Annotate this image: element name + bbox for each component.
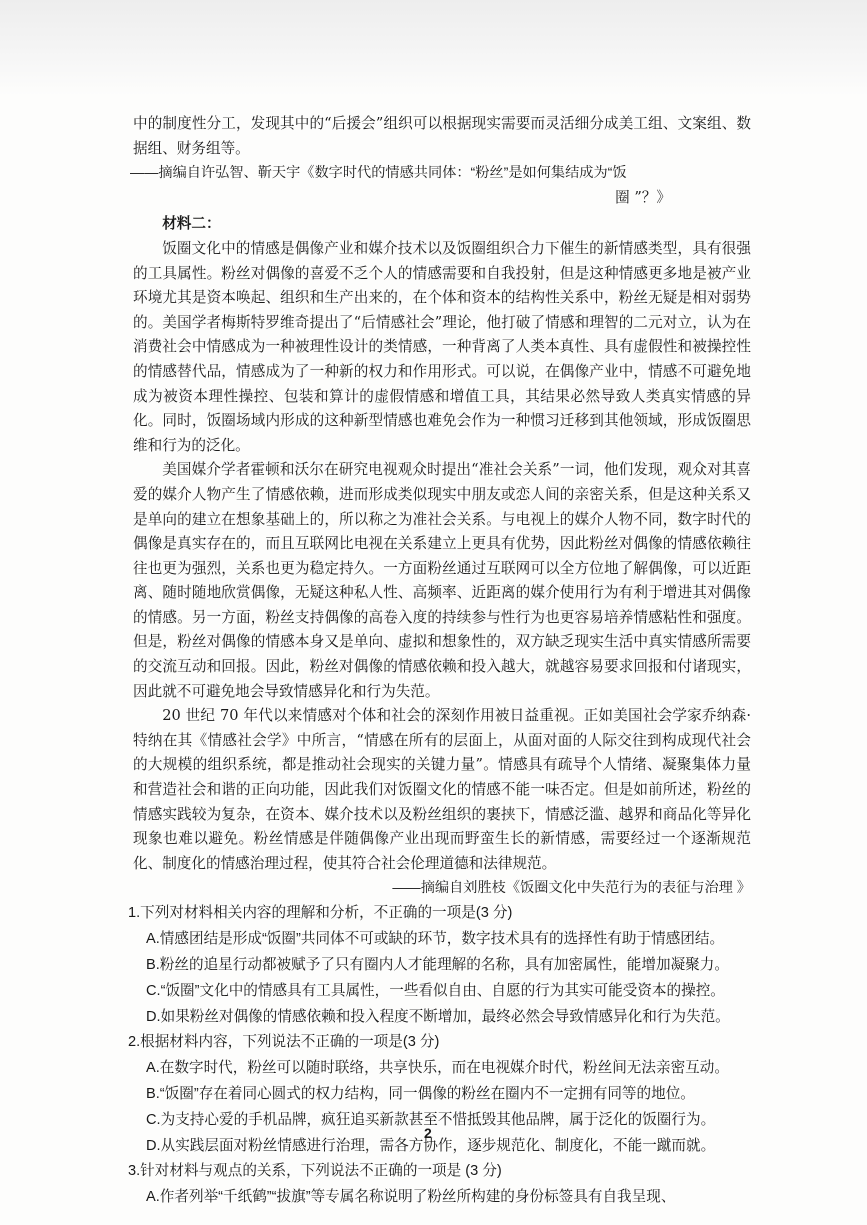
material-paragraph: 20 世纪 70 年代以来情感对个体和社会的深刻作用被日益重视。正如美国社会学家乔纳森·特纳在其《情感社会学》中所言，“情感在所有的层面上，从面对面的人际交往到构成现代社会的大规模的组织系统，都是推动社会现实的关键力量”。情感具有疏导个人情绪、凝聚集体力量和营造社会和谐的正向功能，因此我们对饭圈文化的情感不能一味否定。但是如前所述，粉丝的情感实践较为复杂，在资本、媒介技术以及粉丝组织的裹挟下，情感泛滥、越界和商品化等异化现象也难以避免。粉丝情感是伴随偶像产业出现而野蛮生长的新情感，需要经过一个逐渐规范化、制度化的情感治理过程，使其符合社会伦理道德和法律规范。 xyxy=(133,707,751,872)
scan-shadow xyxy=(0,0,867,96)
question-option: C.“饭圈”文化中的情感具有工具属性，一些看似自由、自愿的行为其实可能受资本的操控。 xyxy=(146,983,725,999)
question-option: C.为支持心爱的手机品牌，疯狂追买新款甚至不惜抵毁其他品牌，属于泛化的饭圈行为。 xyxy=(146,1112,716,1128)
source-citation-1-cont: 圈 ”？》 xyxy=(615,188,671,206)
question-stem: 1.下列对材料相关内容的理解和分析，不正确的一项是(3 分) xyxy=(128,905,513,921)
source-citation-1: ——摘编自许弘智、靳天宇《数字时代的情感共同体：“粉丝”是如何集结成为“饭 xyxy=(130,165,627,182)
question-option: A.在数字时代，粉丝可以随时联络，共享快乐，而在电视媒介时代，粉丝间无法亲密互动。 xyxy=(146,1060,729,1076)
question-option: A.情感团结是形成“饭圈”共同体不可或缺的环节，数字技术具有的选择性有助于情感团结。 xyxy=(146,931,725,947)
question-option: A.作者列举“千纸鹤”“拔旗”等专属名称说明了粉丝所构建的身份标签具有自我呈现、 xyxy=(146,1189,676,1205)
question-stem: 3.针对材料与观点的关系，下列说法不正确的一项是 (3 分) xyxy=(128,1163,502,1179)
question-option: D.从实践层面对粉丝情感进行治理，需各方协作，逐步规范化、制度化，不能一蹴而就。 xyxy=(146,1138,716,1154)
page-number: 2 xyxy=(424,1125,432,1141)
page-content xyxy=(128,112,751,1210)
material-paragraph: 美国媒介学者霍顿和沃尔在研究电视观众时提出“准社会关系”一词，他们发现，观众对其喜爱的媒介人物产生了情感依赖，进而形成类似现实中朋友或恋人间的亲密关系，但是这种关系又是单向的建立在想象基础上的，所以称之为准社会关系。与电视上的媒介人物不同，数字时代的偶像是真实存在的，而且互联网比电视在关系建立上更具有优势，因此粉丝对偶像的情感依赖往往也更为强烈，关系也更为稳定持久。一方面粉丝通过互联网可以全方位地了解偶像，可以近距离、随时随地欣赏偶像，无疑这种私人性、高频率、近距离的媒介使用行为有利于增进其对偶像的情感。另一方面，粉丝支持偶像的高卷入度的持续参与性行为也更容易培养情感粘性和强度。但是，粉丝对偶像的情感本身又是单向、虚拟和想象性的，双方缺乏现实生活中真实情感所需要的交流互动和回报。因此，粉丝对偶像的情感依赖和投入越大，就越容易要求回报和付诸现实，因此就不可避免地会导致情感异化和行为失范。 xyxy=(133,461,751,700)
continuation-text: 中的制度性分工，发现其中的“后援会”组织可以根据现实需要而灵活细分成美工组、文案组、数据组、财务组等。 xyxy=(133,115,751,157)
source-citation-2: ——摘编自刘胜枝《饭圈文化中失范行为的表征与治理 》 xyxy=(392,880,751,897)
question-option: B.粉丝的追星行动都被赋予了只有圈内人才能理解的名称，具有加密属性，能增加凝聚力。 xyxy=(146,957,729,973)
question-stem: 2.根据材料内容，下列说法不正确的一项是(3 分) xyxy=(128,1034,440,1050)
question-option: B.“饭圈”存在着同心圆式的权力结构，同一偶像的粉丝在圈内不一定拥有同等的地位。 xyxy=(146,1086,695,1102)
material-heading: 材料二： xyxy=(162,215,221,233)
material-paragraph: 饭圈文化中的情感是偶像产业和媒介技术以及饭圈组织合力下催生的新情感类型，具有很强的工具属性。粉丝对偶像的喜爱不乏个人的情感需要和自我投射，但是这种情感更多地是被产业环境尤其是资本唤起、组织和生产出来的，在个体和资本的结构性关系中，粉丝无疑是相对弱势的。美国学者梅斯特罗维奇提出了“后情感社会”理论，他打破了情感和理智的二元对立，认为在消费社会中情感成为一种被理性设计的类情感，一种背离了人类本真性、具有虚假性和被操控性的情感替代品，情感成为了一种新的权力和作用形式。可以说，在偶像产业中，情感不可避免地成为被资本理性操控、包装和算计的虚假情感和增值工具，其结果必然导致人类真实情感的异化。同时，饭圈场域内形成的这种新型情感也难免会作为一种惯习迁移到其他领域，形成饭圈思维和行为的泛化。 xyxy=(133,239,751,454)
question-option: D.如果粉丝对偶像的情感依赖和投入程度不断增加，最终必然会导致情感异化和行为失范。 xyxy=(146,1009,730,1025)
